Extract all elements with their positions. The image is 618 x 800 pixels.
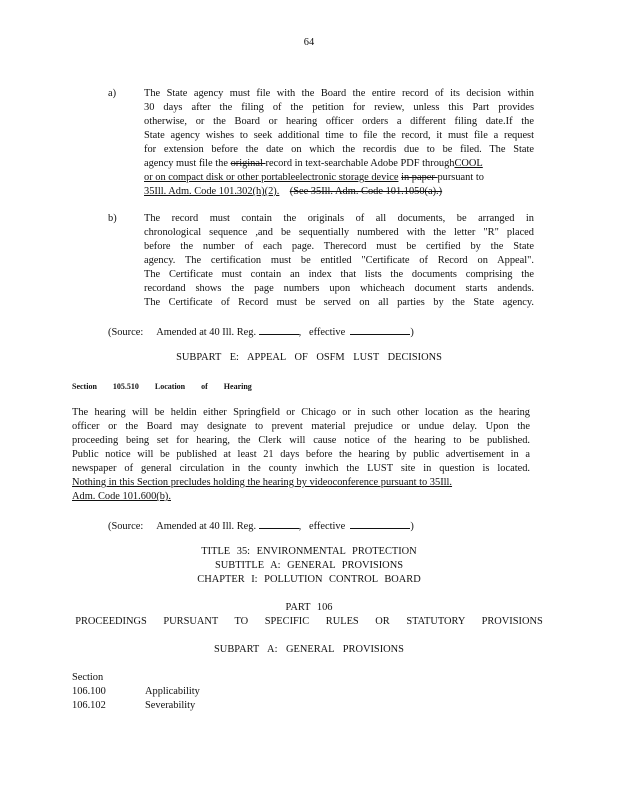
blank-line [350,518,410,529]
source-amended: Amended at 40 Ill. Reg. [156,521,257,532]
inserted-text: COOL [454,158,483,169]
hearing-line: officer or the Board may designate to prevent material prejudice or undue delay. Upon the [72,421,530,432]
toc-title: Applicability [145,686,200,697]
source-amended: Amended at 40 Ill. Reg. [156,327,257,338]
section-title-part: Location [154,382,186,391]
source-close: ) [410,327,414,338]
toc-number: 106.100 [72,686,106,697]
section-title-part: of [201,382,208,391]
paragraph-a-line: otherwise, or the Board or hearing officer orders a different filing date.If the [144,116,534,127]
table-of-contents [72,671,200,713]
section-title-part: Hearing [223,382,252,391]
source-note: (Source: Amended at 40 Ill. Reg. , effective ) [108,324,414,340]
source-note: (Source: Amended at 40 Ill. Reg. , effective ) [108,518,414,534]
source-prefix: (Source: [108,521,144,532]
paragraph-a-label: a) [108,88,117,99]
paragraph-b-line: chronological sequence ,and be sequentially numbered with the letter "R" placed [144,227,534,238]
toc-title: Severability [145,700,196,711]
text-run: pursuant to [437,172,484,183]
deleted-text: (See 35Ill. Adm. Code 101.1050(a).) [289,186,443,197]
paragraph-a-line-7 [144,171,534,185]
page-number: 64 [303,37,315,48]
paragraph-a-line: The State agency must file with the Board the entire record of its decision within [144,88,534,99]
blank-line [350,324,410,335]
text-run: record in text-searchable Adobe PDF through [265,158,455,169]
toc-number: 106.102 [72,700,106,711]
hearing-line [72,476,510,490]
section-number: 105.510 [112,382,139,391]
paragraph-b-label: b) [108,213,117,224]
paragraph-b-line: recordand shows the page numbers upon whicheach document starts andends. [144,283,534,294]
blank-line [259,518,299,529]
deleted-text: original [230,158,266,169]
paragraph-b-text [144,212,534,310]
section-heading [72,380,266,394]
hearing-paragraph [72,406,530,504]
hearing-line: The hearing will be heldin either Springfield or Chicago or in such other location as the hearing [72,407,530,418]
toc-entry [72,685,200,699]
hearing-line: Public notice will be published at least 21 days before the hearing by public advertisement in a [72,449,530,460]
paragraph-a-line: for extension before the date on which the recordis due to be filed. The State [144,144,534,155]
source-prefix: (Source: [108,327,144,338]
paragraph-a-line-8 [144,185,534,199]
paragraph-a-text [144,87,534,199]
inserted-text: 35Ill. Adm. Code 101.302(h)(2). [144,186,280,197]
subtitle-heading: SUBTITLE A: GENERAL PROVISIONS [215,560,403,571]
paragraph-b-line: before the number of each page. Therecord must be certified by the State [144,241,534,252]
blank-line [259,324,299,335]
subpart-e-heading: SUBPART E: APPEAL OF OSFM LUST DECISIONS [176,352,442,363]
paragraph-b-line: agency. The certification must be entitled "Certificate of Record on Appeal". [144,255,534,266]
text-run: agency must file the [144,158,231,169]
chapter-heading: CHAPTER I: POLLUTION CONTROL BOARD [197,574,421,585]
title-heading: TITLE 35: ENVIRONMENTAL PROTECTION [201,546,417,557]
part-heading: PART 106 [285,602,333,613]
part-title-heading: PROCEEDINGS PURSUANT TO SPECIFIC RULES OR STATUTORY PROVISIONS [75,616,543,627]
toc-entry [72,699,200,713]
subpart-a-heading: SUBPART A: GENERAL PROVISIONS [214,644,404,655]
paragraph-b-line: The Certificate must contain an index that lists the documents comprising the [144,269,534,280]
hearing-line: proceeding being set for hearing, the Clerk will cause notice of the hearing to be published. [72,435,530,446]
inserted-text: Adm. Code 101.600(b). [72,491,171,502]
paragraph-a-line-6 [144,157,534,171]
source-effective: effective [309,327,346,338]
section-word: Section [72,382,97,391]
hearing-line: newspaper of general circulation in the county inwhich the LUST site in question is located. [72,463,530,474]
paragraph-b-line: The record must contain the originals of all documents, be arranged in [144,213,534,224]
deleted-text: in paper [401,172,438,183]
paragraph-a-line: State agency wishes to seek additional time to file the record, it must file a request [144,130,534,141]
inserted-text: or on compact disk or other portableelectronic storage device [144,172,399,183]
paragraph-b-line: The Certificate of Record must be served on all parties by the State agency. [144,297,534,308]
source-effective: effective [309,521,346,532]
source-close: ) [410,521,414,532]
toc-header: Section [72,672,104,683]
hearing-line [72,490,530,504]
paragraph-a-line: 30 days after the filing of the petition for review, unless this Part provides [144,102,534,113]
inserted-text: Nothing in this Section precludes holding the hearing by videoconference pursuant to 35Ill. [72,477,453,488]
